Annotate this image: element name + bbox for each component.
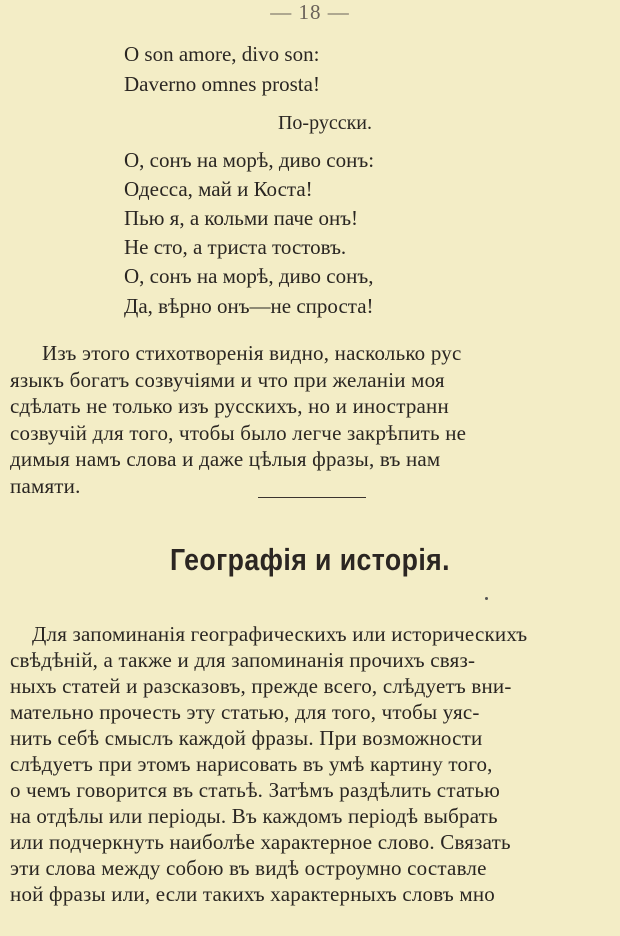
text-line: ныхъ статей и разсказовъ, прежде всего, слѣдуетъ вни-	[10, 674, 512, 698]
text-line: Изъ этого стихотворенія видно, насколько рус	[42, 341, 462, 365]
text-line: созвучій для того, чтобы было легче закрѣпить не	[10, 421, 467, 445]
text-line: на отдѣлы или періоды. Въ каждомъ періодѣ выбрать	[10, 804, 498, 828]
text-line: о чемъ говорится въ статьѣ. Затѣмъ раздѣлить статью	[10, 778, 500, 802]
page-number: — 18 —	[270, 0, 350, 24]
verse-line: O son amore, divo son:	[124, 42, 320, 66]
text-line: нить себѣ смыслъ каждой фразы. При возможности	[10, 726, 483, 750]
ink-speck	[485, 597, 488, 600]
verse-line: Не сто, а триста тостовъ.	[124, 235, 347, 259]
text-line: мательно прочесть эту статью, для того, чтобы уяс-	[10, 700, 480, 724]
text-line: ной фразы или, если такихъ характерныхъ словъ мно	[10, 882, 495, 906]
verse-line: О, сонъ на морѣ, диво сонъ:	[124, 148, 375, 172]
verse-line: О, сонъ на морѣ, диво сонъ,	[124, 264, 374, 288]
verse-line: Пью я, а кольми паче онъ!	[124, 206, 359, 230]
section-divider	[258, 497, 366, 498]
text-line: димыя намъ слова и даже цѣлыя фразы, въ нам	[10, 447, 441, 471]
verse-line: Да, вѣрно онъ—не спроста!	[124, 294, 374, 318]
text-line: Для запоминанія географическихъ или историческихъ	[32, 622, 528, 646]
text-line: сдѣлать не только изъ русскихъ, но и иностранн	[10, 394, 449, 418]
verse-line: Daverno omnes prosta!	[124, 72, 320, 96]
text-line: эти слова между собою въ видѣ остроумно составле	[10, 856, 487, 880]
section-title: Географія и исторія.	[169, 542, 451, 577]
text-line: памяти.	[10, 474, 81, 498]
text-line: или подчеркнуть наиболѣе характерное слово. Связать	[10, 830, 511, 854]
text-line: языкъ богатъ созвучіями и что при желаніи моя	[10, 368, 445, 392]
text-line: свѣдѣній, а также и для запоминанія прочихъ связ-	[10, 648, 476, 672]
text-line: слѣдуетъ при этомъ нарисовать въ умѣ картину того,	[10, 752, 493, 776]
subheading: По-русски.	[277, 112, 372, 134]
verse-line: Одесса, май и Коста!	[124, 177, 313, 201]
